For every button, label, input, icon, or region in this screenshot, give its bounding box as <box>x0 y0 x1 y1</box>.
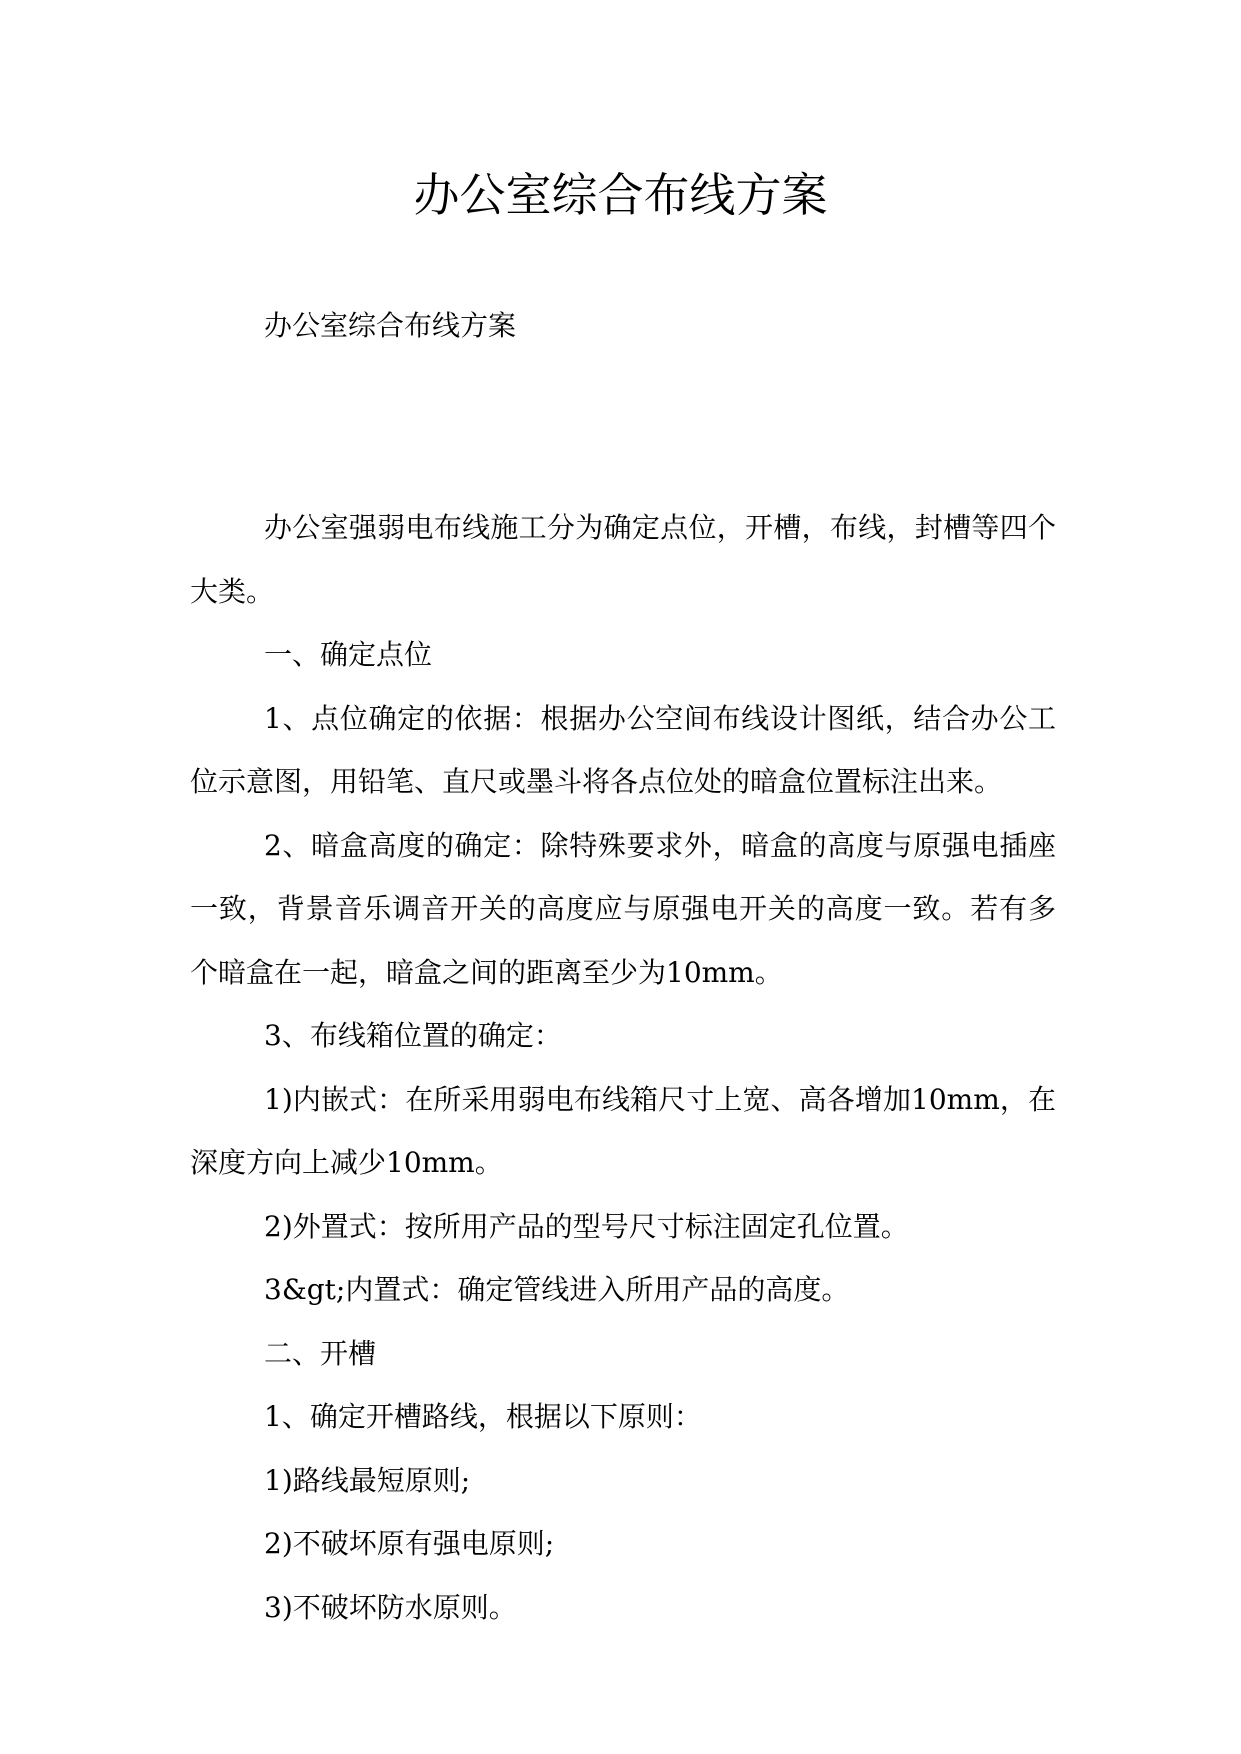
document-subtitle: 办公室综合布线方案 <box>264 309 517 342</box>
paragraph-1-3: 3、布线箱位置的确定： <box>264 1019 562 1052</box>
list-item-internal: 3&gt;内置式：确定管线进入所用产品的高度。 <box>264 1273 850 1306</box>
section-heading-1: 一、确定点位 <box>264 638 433 671</box>
list-item-no-damage-waterproof: 3)不破坏防水原则。 <box>264 1590 517 1624</box>
list-item-embedded: 1)内嵌式：在所采用弱电布线箱尺寸上宽、高各增加10mm，在深度方向上减少10mm。 <box>190 1082 1056 1179</box>
section-heading-2: 二、开槽 <box>264 1336 377 1370</box>
document-title: 办公室综合布线方案 <box>413 168 828 222</box>
paragraph-1-1: 1、点位确定的依据：根据办公空间布线设计图纸，结合办公工位示意图，用铅笔、直尺或墨斗将各点位处的暗盒位置标注出来。 <box>190 701 1056 798</box>
list-item-external: 2)外置式：按所用产品的型号尺寸标注固定孔位置。 <box>264 1209 909 1243</box>
paragraph-2-1: 1、确定开槽路线，根据以下原则： <box>264 1400 702 1433</box>
paragraph-intro: 办公室强弱电布线施工分为确定点位，开槽，布线，封槽等四个大类。 <box>190 511 1056 608</box>
list-item-no-damage-power: 2)不破坏原有强电原则; <box>264 1527 555 1560</box>
list-item-shortest-route: 1)路线最短原则; <box>264 1463 471 1497</box>
document-body <box>190 496 1056 1639</box>
paragraph-1-2: 2、暗盒高度的确定：除特殊要求外，暗盒的高度与原强电插座一致，背景音乐调音开关的高度应与原强电开关的高度一致。若有多个暗盒在一起，暗盒之间的距离至少为10mm。 <box>190 828 1056 989</box>
